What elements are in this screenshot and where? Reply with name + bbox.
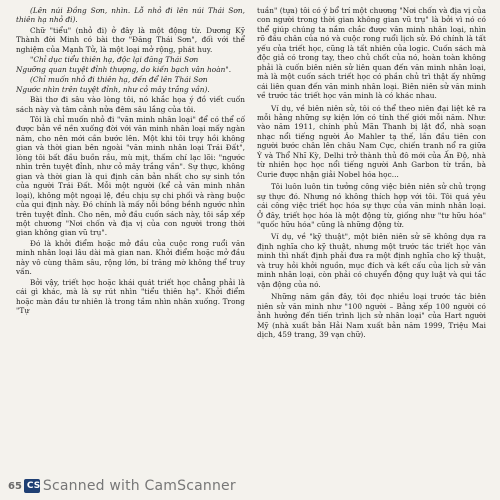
camscanner-logo-glyph: CS (26, 481, 41, 491)
paragraph: Bài thơ đi sâu vào lòng tôi, nó khắc họa ý đồ viết cuốn sách này và tâm cảnh nửa đêm sâu lắng của tôi. (16, 95, 245, 114)
right-column (257, 6, 486, 476)
paragraph: Tôi là chỉ muốn nhỏ đi "văn minh nhân loại" để có thể cố được bản về nền xuống đời với văn minh nhân loại mấy ngàn năm, cho nên mới cần bước lên. Một khi tôi trụy hồi không gian và thời gian bên ngoài "văn minh nhân loại Trái Đất", lòng tôi bất đầu buồn rầu, mù mịt, thấm chí lạc lõi: "ngước nhìn trên tuyệt đỉnh, như cỏ mây trắng vần". Sự thực, không gian và thời gian là qui định căn bản nhất cho sự sinh tồn của người Trái Đất. Mỗi một người (kể cả văn minh nhân loại), không một ngoại lệ, đều chịu sự chi phối và ràng buộc của qui định này. Đó chính là mấy nỗi bồng bềnh ngước nhìn trên tuyệt đỉnh. Cho nên, mở đầu cuốn sách này, tôi sắp xếp một chương "Nơi chốn và địa vị của con người trong thời gian không gian vũ trụ". (16, 114, 245, 238)
paragraph: "Chỉ dục tiểu thiên hạ, độc lại đăng Thái Sơn Ngưỡng quan tuyệt đỉnh thượng, do kiến bạch vân hoàn". (16, 55, 232, 74)
paragraph: Những năm gần đây, tôi đọc nhiều loại trước tác biên niên sử văn minh như "100 người – Bảng xếp 100 người có ảnh hưởng đến tiến trình lịch sử nhân loại" của Hart người Mỹ (nhà xuất bản Hải Nam xuất bản năm 1999, Triệu Mai dịch, 459 trang, 39 vạn chữ). (257, 292, 486, 339)
left-column (16, 6, 245, 476)
paragraph: (Chỉ muốn nhỏ đi thiên hạ, đến để lên Thái Sơn Ngước nhìn trên tuyệt đỉnh, như cỏ mây trắng vần). (16, 75, 210, 94)
camscanner-logo-icon (24, 479, 40, 493)
paragraph: tuần" (tựa) tôi có ý bổ trí một chương "Nơi chốn và địa vị của con người trong thời gian không gian vũ trụ" là bởi vì nó có thể giúp chúng ta nắm chắc được văn minh nhân loại, nhìn rõ đầu chân của nó và cuộc rong ruổi lịch sử. Đó chính là tất yếu của triết học, cũng là tất nhiên của logic. Cuốn sách mà độc giả có trong tay, theo chủ chốt của nó, hoàn toàn không phải là cuốn biên niên sử liên quan đến văn minh nhân loại, mà là một cuốn sách triết học có phần chủ trì thật ấy những cái liên quan đến văn minh nhân loại. Biên niên sử văn minh về trước tác triết học văn minh là có khác nhau. (257, 6, 486, 101)
paragraph: Bởi vậy, triết học hoặc khái quát triết học chẳng phải là cái gì khác, mà là sự rút nhìn "tiểu thiên hạ". Khởi điểm hoặc màn đầu tư nhiên là trong tầm nhìn nhân xuống. Trong "Tự (16, 277, 245, 316)
paragraph: Ví dụ, về "kỹ thuật", một biên niên sử sẽ không dựa ra định nghĩa cho kỹ thuật, nhưng một trước tác triết học văn minh thì nhất định phải đưa ra một định nghĩa cho kỹ thuật, và truy hỏi khởi nguồn, mục đích và kết cấu của lịch sử văn minh nhân loại, còn phải có chuyển động quy luật và qui tắc vận động của nó. (257, 232, 486, 289)
paragraph: Đó là khởi điểm hoặc mở đầu của cuộc rong ruổi văn minh nhân loại lâu dài mà gian nan. Khởi điểm hoặc mở đầu này vô cùng thâm sâu, rộng lớn, bí trăng mờ không thể truy vấn. (16, 238, 245, 277)
paragraph: Chữ "tiểu" (nhỏ đi) ở đây là một động từ. Dương Kỹ Thành đời Minh có bài thơ "Đăng Thái Sơn", đối với thể nghiệm của Mạnh Tử, là một loại mở rộng, phát huy. (16, 25, 245, 54)
page-footer (0, 472, 500, 500)
paragraph: (Lên núi Đồng Sơn, nhìn. Lỗ nhỏ đi lên núi Thái Sơn, thiên hạ nhỏ đi). (16, 6, 245, 25)
paragraph: Tôi luôn luôn tin tưởng công việc biên niên sử chủ trọng sự thực đó. Nhưng nó không thích hợp với tôi. Tôi quá yêu cái công việc triết học hóa sự thực của văn minh nhân loại. Ở đây, triết học hóa là một động từ, giống như "tư hữu hóa" "quốc hữu hóa" cũng là những động từ. (257, 182, 486, 229)
paragraph: Ví dụ, về biên niên sử, tôi có thể theo niên đại liệt kê ra mỗi hằng những sự kiện lớn có tính thế giới mỗi năm. Như: vào năm 1911, chính phủ Mãn Thanh bị lật đổ, nhà soạn nhạc nổi tiếng người Áo Mahler tạ thế, lần đầu tiên con người bước chân lên châu Nam Cực, chiến tranh nổ ra giữa Ý và Thổ Nhĩ Kỳ, Delhi trở thành thủ đô mới của Ấn Độ, nhà từ nhiên học học nổi tiếng người Anh Garbon từ trần, bà Curie được nhận giải Nobel hóa học... (257, 103, 486, 179)
text-columns (16, 6, 486, 476)
camscanner-watermark: Scanned with CamScanner (42, 478, 236, 494)
page-number: 65 (8, 480, 22, 492)
